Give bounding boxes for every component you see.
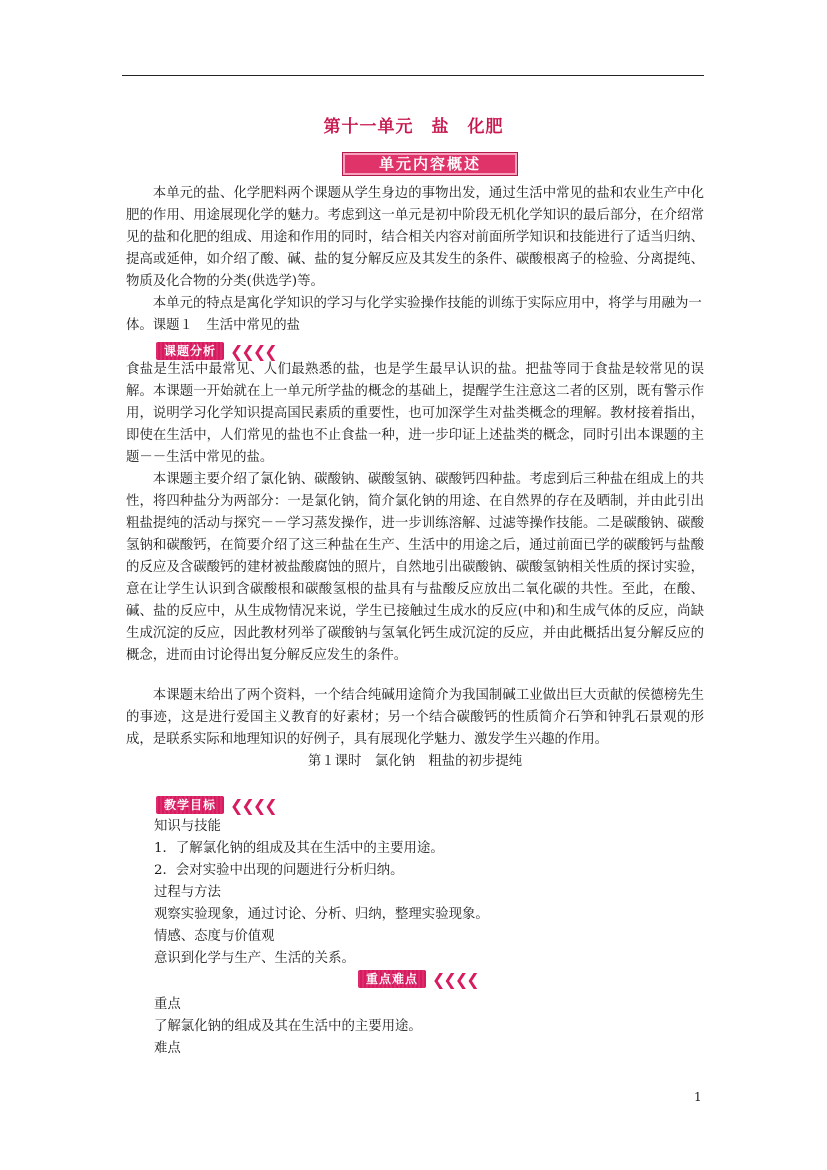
- chevrons-icon: ❮❮❮❮: [230, 795, 276, 815]
- unit-title: 第十一单元 盐 化肥: [323, 117, 504, 137]
- overview-paragraph-2: 本单元的特点是寓化学知识的学习与化学实验操作技能的训练于实际应用中，将学与用融为一体。课题１ 生活中常见的盐: [126, 296, 702, 333]
- overview-banner: 单元内容概述: [342, 152, 518, 176]
- analysis-tag: [156, 342, 276, 360]
- analysis-paragraph-1: 食盐是生活中最常见、人们最熟悉的盐，也是学生最早认识的盐。把盐等同于食盐是较常见的误解。本课题一开始就在上一单元所学盐的概念的基础上，提醒学生注意这二者的区别，既有警示作用，说明学习化学知识提高国民素质的重要性，也可加深学生对盐类概念的理解。教材接着指出，即使在生活中，人们常见的盐也不止食盐一种，进一步印证上述盐类的概念，同时引出本课题的主题－－生活中常见的盐。: [126, 362, 704, 465]
- keypoints-tag-label: 重点难点: [358, 970, 426, 988]
- analysis-paragraph-3: 本课题末给出了两个资料，一个结合纯碱用途简介为我国制碱工业做出巨大贡献的侯德榜先生的事迹，这是进行爱国主义教育的好素材；另一个结合碳酸钙的性质简介石笋和钟乳石景观的形成，是联系实际和地理知识的好例子，具有展现化学魅力、激发学生兴趣的作用。: [126, 688, 704, 747]
- goals-tag: [156, 796, 276, 814]
- goals-line: 2．会对实验中出现的问题进行分析归纳。: [154, 863, 404, 878]
- goals-tag-label: 教学目标: [156, 796, 224, 814]
- keypoints-line: 重点: [154, 997, 181, 1012]
- chevrons-icon: ❮❮❮❮: [230, 341, 276, 361]
- header-rule: [122, 75, 704, 76]
- goals-line: 知识与技能: [154, 819, 221, 834]
- lesson-title: 第１课时 氯化钠 粗盐的初步提纯: [307, 754, 523, 769]
- goals-line: 观察实验现象，通过讨论、分析、归纳，整理实验现象。: [154, 907, 489, 922]
- goals-line: 意识到化学与生产、生活的关系。: [154, 951, 355, 966]
- goals-line: 1．了解氯化钠的组成及其在生活中的主要用途。: [154, 841, 444, 856]
- keypoints-line: 了解氯化钠的组成及其在生活中的主要用途。: [154, 1019, 422, 1034]
- keypoints-tag: [358, 970, 478, 988]
- goals-line: 过程与方法: [154, 885, 221, 900]
- chevrons-icon: ❮❮❮❮: [432, 969, 478, 989]
- analysis-paragraph-2: 本课题主要介绍了氯化钠、碳酸钠、碳酸氢钠、碳酸钙四种盐。考虑到后三种盐在组成上的共性，将四种盐分为两部分：一是氯化钠，简介氯化钠的用途、在自然界的存在及晒制，并由此引出粗盐提纯的活动与探究－－学习蒸发操作，进一步训练溶解、过滤等操作技能。二是碳酸钠、碳酸氢钠和碳酸钙，在简要介绍了这三种盐在生产、生活中的用途之后，通过前面已学的碳酸钙与盐酸的反应及含碳酸钙的建材被盐酸腐蚀的照片，自然地引出碳酸钠、碳酸氢钠相关性质的探讨实验，意在让学生认识到含碳酸根和碳酸氢根的盐具有与盐酸反应放出二氧化碳的共性。至此，在酸、碱、盐的反应中，从生成物情况来说，学生已接触过生成水的反应(中和)和生成气体的反应，尚缺生成沉淀的反应，因此教材列举了碳酸钠与氢氧化钙生成沉淀的反应，并由此概括出复分解反应的概念，进而由讨论得出复分解反应发生的条件。: [126, 472, 704, 663]
- analysis-tag-label: 课题分析: [156, 342, 224, 360]
- keypoints-line: 难点: [154, 1041, 181, 1056]
- page-number: 1: [694, 1090, 702, 1104]
- overview-paragraph-1: 本单元的盐、化学肥料两个课题从学生身边的事物出发，通过生活中常见的盐和农业生产中化肥的作用、用途展现化学的魅力。考虑到这一单元是初中阶段无机化学知识的最后部分，在介绍常见的盐和化肥的组成、用途和作用的同时，结合相关内容对前面所学知识和技能进行了适当归纳、提高或延伸，如介绍了酸、碱、盐的复分解反应及其发生的条件、碳酸根离子的检验、分离提纯、物质及化合物的分类(供选学)等。: [126, 186, 704, 289]
- goals-line: 情感、态度与价值观: [154, 929, 275, 944]
